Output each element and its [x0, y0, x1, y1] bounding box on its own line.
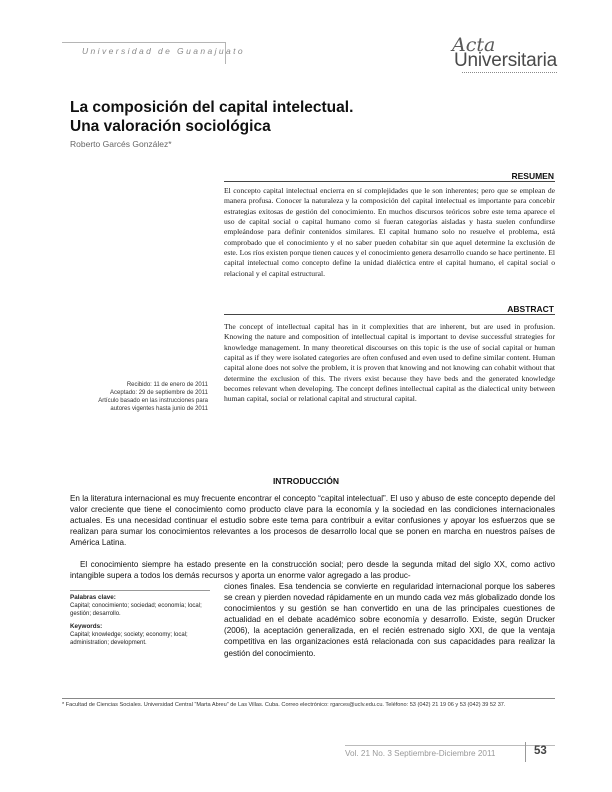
journal-logo	[452, 34, 562, 80]
received-date: Recibido: 11 de enero de 2011	[126, 382, 208, 388]
author-footnote: * Facultad de Ciencias Sociales. Universidad Central “Marta Abreu” de Las Villas. Cuba. Correo electrónico: rgarces@uclv.edu.cu. Teléfono: 53 (042) 21 19 06 y 53 (042) 39 52 37.	[62, 702, 506, 708]
keywords-rule	[70, 590, 210, 591]
footnote-rule	[62, 698, 555, 699]
header-rule	[62, 42, 226, 43]
introduccion-heading: INTRODUCCIÓN	[272, 476, 340, 486]
title-line-1: La composición del capital intelectual.	[70, 99, 354, 116]
resumen-heading: RESUMEN	[511, 171, 554, 181]
author-name: Roberto Garcés González*	[70, 139, 172, 149]
abstract-rule	[224, 314, 555, 315]
logo-universitaria: Universitaria	[454, 50, 557, 71]
logo-tagline-rule	[462, 72, 557, 75]
issue-info: Vol. 21 No. 3 Septiembre-Diciembre 2011	[345, 749, 496, 758]
keywords-label: Keywords:	[70, 623, 103, 630]
resumen-rule	[224, 181, 555, 182]
dates-note-line-1: Artículo basado en las instrucciones para	[98, 398, 208, 404]
abstract-heading: ABSTRACT	[507, 304, 554, 314]
page-number: 53	[534, 745, 547, 757]
keywords-box	[70, 590, 210, 647]
resumen-text: El concepto capital intelectual encierra en sí complejidades que le son inherentes; pero que se emplean de manera profusa. Conocer la naturaleza y la composición del capital intelectual es importante para concebir estrategias exitosas de gestión del conocimiento. En muchos discursos teóricos sobre este tema aparece el uso de capital social o capital humano como si fueran categorías aisladas y hasta suelen confundirse empleándose para definir contenidos similares. El capital humano solo no resuelve el problema, está comprobado que el conocimiento y el no saber pueden cohabitar sin que aquel determine la exclusión de este. Los ríos existen porque tienen cauces y el conocimiento genera desarrollo cuando se hace pertinente. El capital intelectual como concepto define la unidad dialéctica entre el capital humano, el capital social o relacional y el capital estructural.	[224, 186, 555, 278]
abstract-text: The concept of intellectual capital has in it complexities that are inherent, but are used in profusion. Knowing the nature and composition of intellectual capital is important to devise successful strategies for knowledge management. In many theoretical discourses on this topic is the use of social capital or human capital as if they were isolated categories are often confused and even used to define similar content. Human capital alone does not solve the problem, it is proven that knowing and not knowing can cohabit without that determine the exclusion of this. The rivers exist because they have beds and the generated knowledge becomes relevant when developing. The concept defines intellectual capital as the dialectical unity between human capital, social or relational capital and structural capital.	[224, 322, 555, 404]
palabras-clave-text: Capital; conocimiento; sociedad; economía; local; gestión; desarrollo.	[70, 603, 202, 617]
keywords-text: Capital; knowledge; society; economy; local; administration; development.	[70, 632, 188, 646]
article-dates	[76, 381, 208, 413]
palabras-clave-label: Palabras clave:	[70, 594, 116, 601]
footer-rule	[345, 745, 555, 746]
footer-divider	[525, 742, 526, 762]
dates-note-line-2: autores vigentes hasta junio de 2011	[110, 406, 208, 412]
intro-paragraph-2-continued: ciones finales. Esa tendencia se convierte en regularidad internacional porque los saberes se crean y pierden novedad rápidamente en un mundo cada vez más globalizado donde los conocimientos y su gestión se han convertido en una de las principales cuestiones de actualidad en el debate académico sobre economía y desarrollo. Existe, según Drucker (2006), la aceptación generalizada, en el recién estrenado siglo XXI, de que la ventaja competitiva en las organizaciones está relacionada con sus capacidades para realizar la gestión del conocimiento.	[224, 582, 555, 658]
article-title	[70, 98, 470, 136]
title-line-2: Una valoración sociológica	[70, 118, 271, 135]
logo-acta: Acta	[452, 34, 496, 56]
accepted-date: Aceptado: 29 de septiembre de 2011	[110, 390, 208, 396]
intro-paragraph-2-start: El conocimiento siempre ha estado presente en la construcción social; pero desde la segunda mitad del siglo XX, como activo intangible supera a todos los demás recursos y aporta un enorme valor agregado a las produc-	[70, 560, 555, 581]
university-name: Universidad de Guanajuato	[82, 46, 246, 56]
intro-paragraph-1: En la literatura internacional es muy frecuente encontrar el concepto “capital intelectual”. El uso y abuso de este concepto depende del valor creciente que tiene el conocimiento como producto clave para la economía y la sociedad en las condiciones internacionales actuales. Es una necesidad continuar el estudio sobre este tema para contribuir a evitar confusiones y apoyar los esfuerzos que se realizan para sumar los conocimientos relevantes a los procesos de desarrollo local que se ponen en marcha en nuestros países de América Latina.	[70, 494, 555, 548]
